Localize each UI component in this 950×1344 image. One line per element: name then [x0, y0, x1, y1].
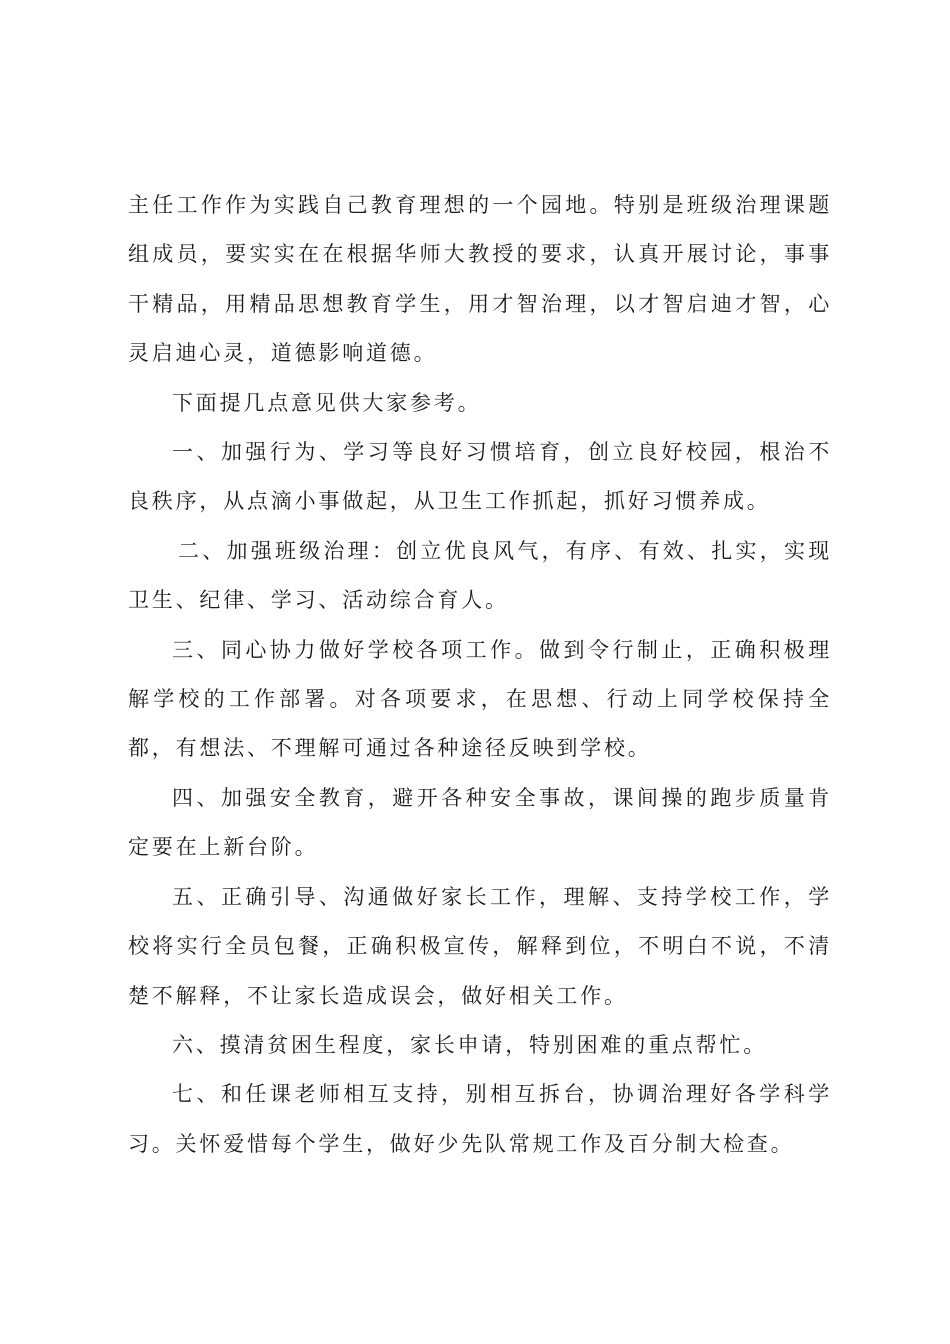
document-body: [128, 181, 832, 1169]
paragraph-item-6: 六、摸清贫困生程度，家长申请，特别困难的重点帮忙。: [172, 1032, 767, 1057]
paragraph-item-5: 五、正确引导、沟通做好家长工作，理解、支持学校工作，学校将实行全员包餐，正确积极宣传，解释到位，不明白不说，不清楚不解释，不让家长造成误会，做好相关工作。: [128, 884, 832, 1008]
paragraph-item-7: 七、和任课老师相互支持，别相互拆台，协调治理好各学科学习。关怀爱惜每个学生，做好少先队常规工作及百分制大检查。: [128, 1082, 832, 1156]
paragraph-continuation: 主任工作作为实践自己教育理想的一个园地。特别是班级治理课题组成员，要实实在在根据华师大教授的要求，认真开展讨论，事事干精品，用精品思想教育学生，用才智治理，以才智启迪才智，心灵启迪心灵，道德影响道德。: [128, 193, 832, 366]
paragraph-intro: 下面提几点意见供大家参考。: [172, 390, 482, 415]
paragraph-item-4: 四、加强安全教育，避开各种安全事故，课间操的跑步质量肯定要在上新台阶。: [128, 785, 832, 860]
paragraph-item-2: 二、加强班级治理：创立优良风气，有序、有效、扎实，实现卫生、纪律、学习、活动综合育人。: [128, 538, 832, 613]
paragraph-item-3: 三、同心协力做好学校各项工作。做到令行制止，正确积极理解学校的工作部署。对各项要求，在思想、行动上同学校保持全都，有想法、不理解可通过各种途径反映到学校。: [128, 637, 832, 761]
paragraph-item-1: 一、加强行为、学习等良好习惯培育，创立良好校园，根治不良秩序，从点滴小事做起，从卫生工作抓起，抓好习惯养成。: [128, 440, 832, 514]
